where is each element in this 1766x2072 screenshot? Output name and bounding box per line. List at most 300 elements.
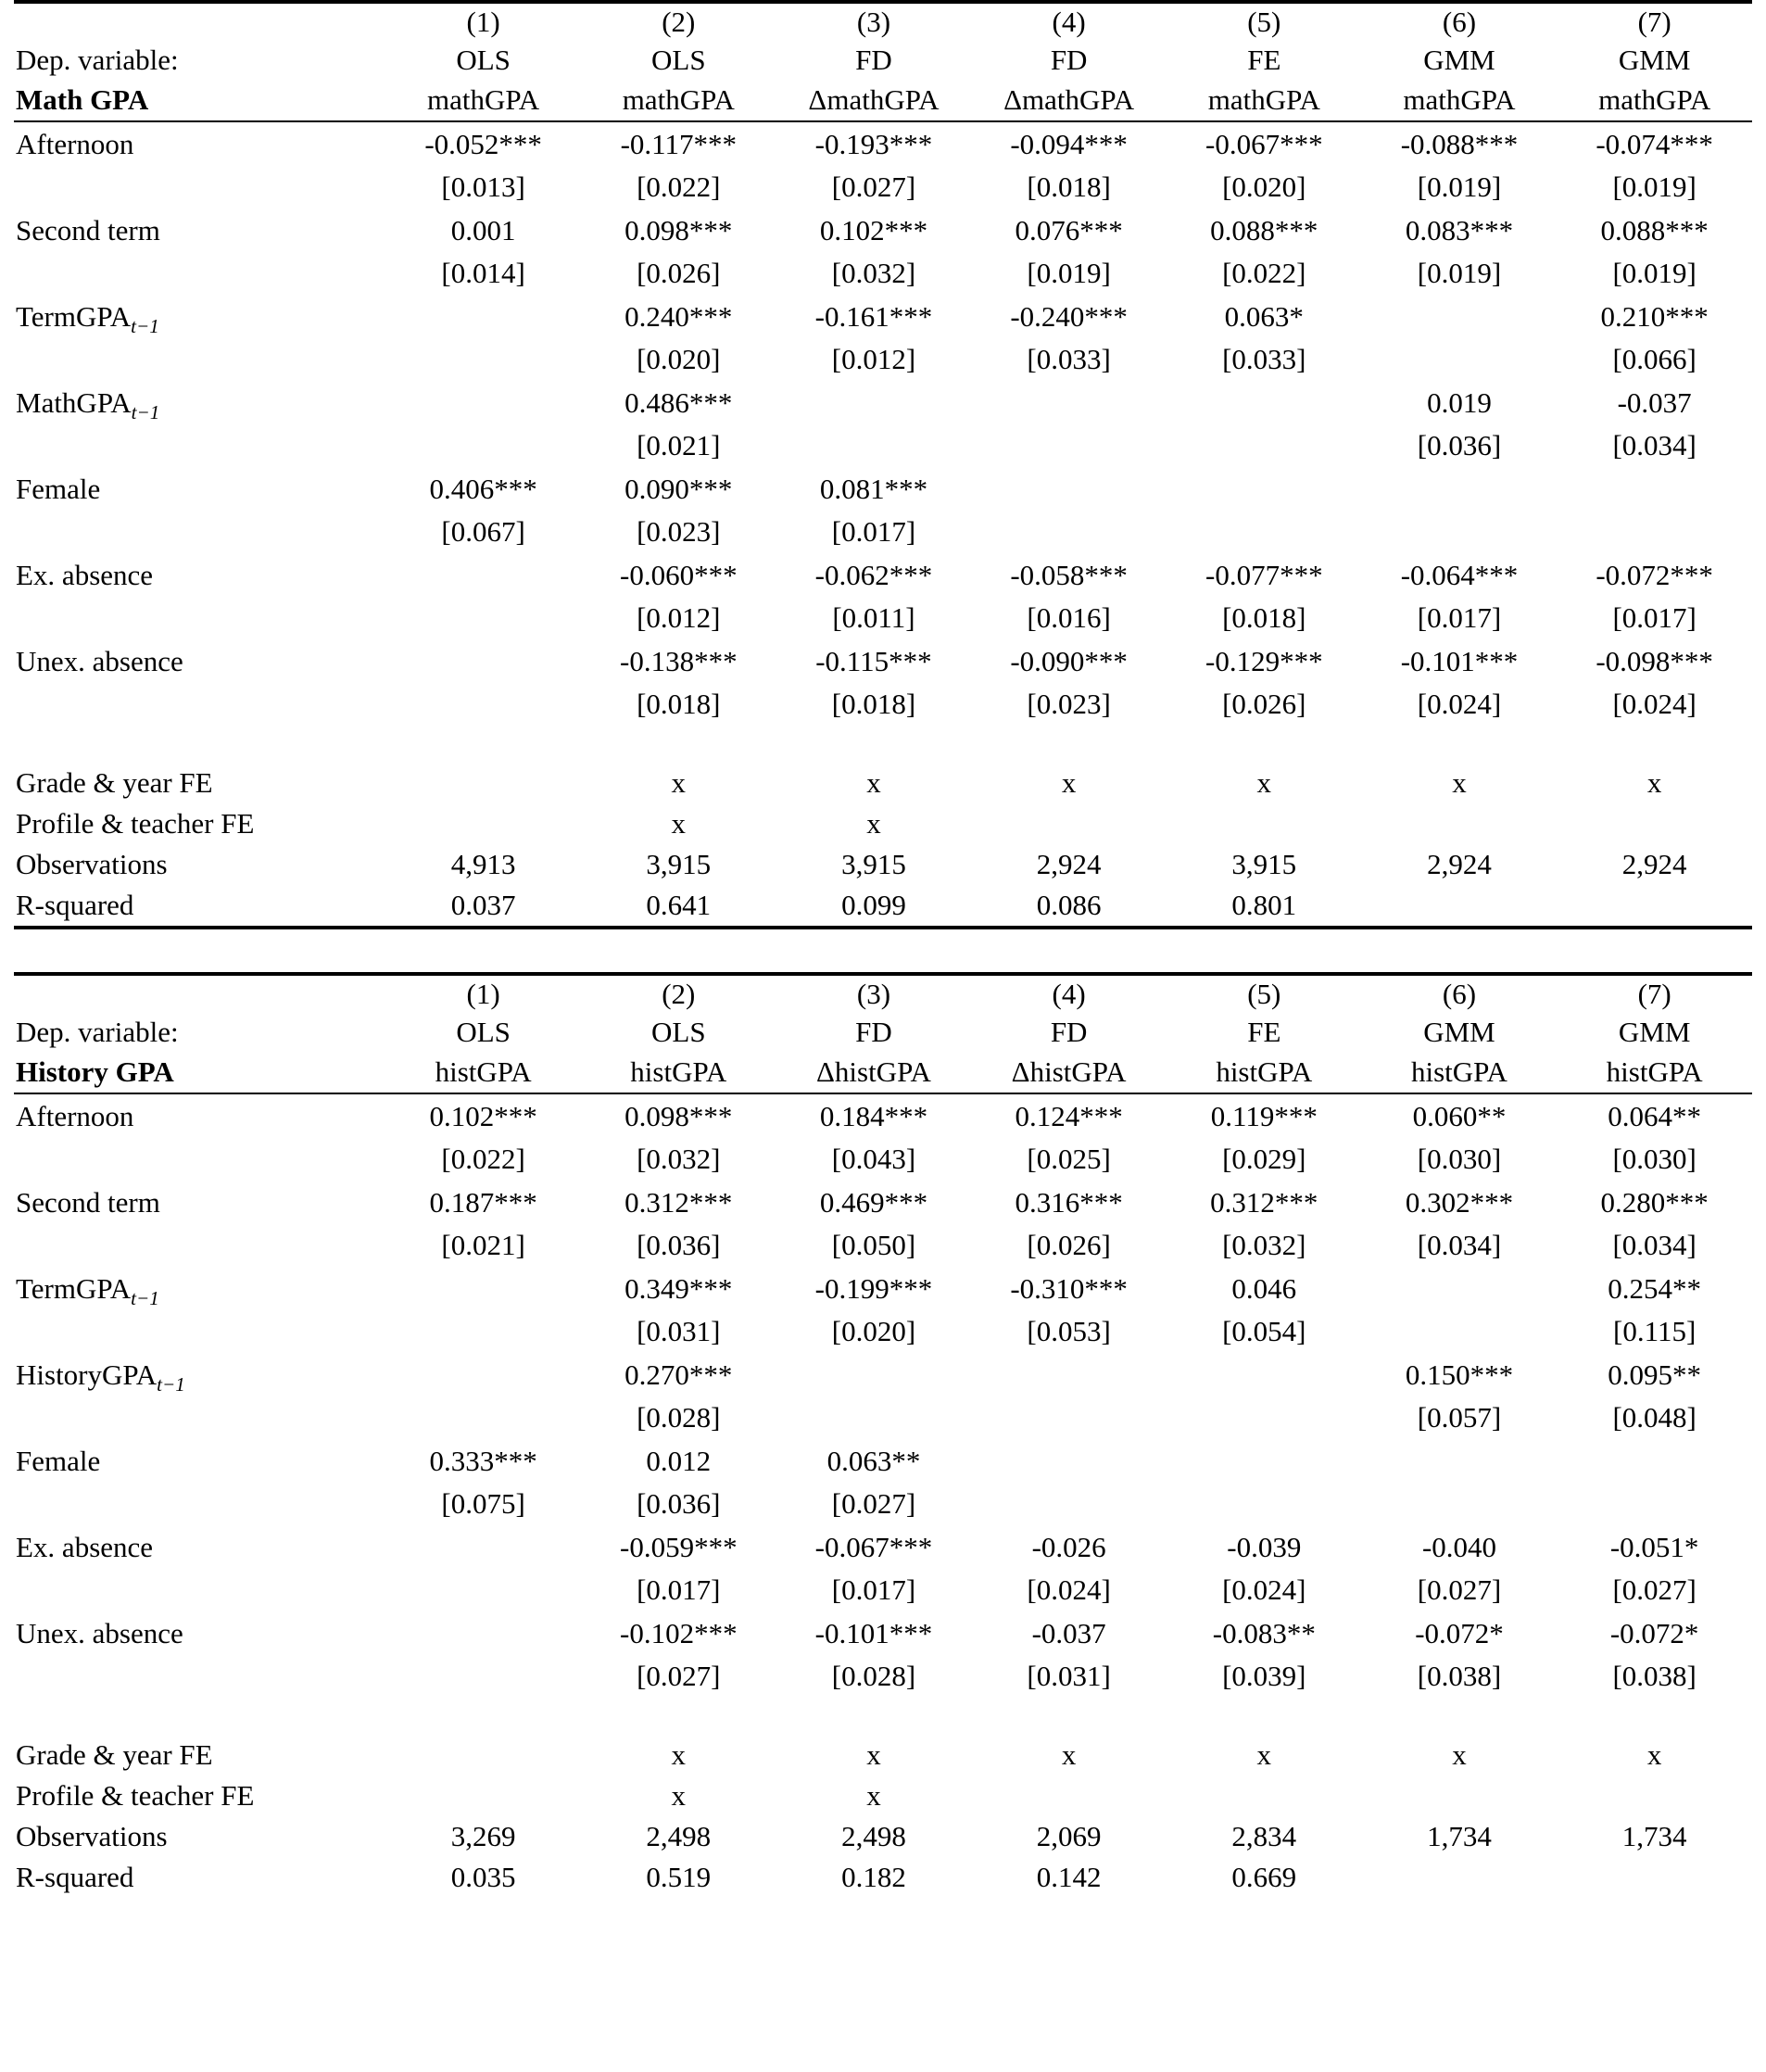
coefficient-row: [14, 1525, 1752, 1569]
spacer-cell: [1557, 1698, 1752, 1735]
column-number: (5): [1247, 6, 1281, 38]
standard-error-cell: [0.026]: [1027, 1229, 1111, 1261]
spacer-cell: [1167, 1698, 1362, 1735]
dep-variable-name: mathGPA: [1598, 83, 1711, 116]
standard-error-cell: [385, 1396, 581, 1439]
coefficient-cell: 0.280***: [1600, 1186, 1709, 1219]
standard-error-cell: [0.023]: [1027, 688, 1111, 720]
statistic-cell: 1,734: [1621, 1820, 1687, 1852]
spacer-cell: [14, 1698, 385, 1735]
standard-error-cell: [0.029]: [1222, 1143, 1306, 1175]
standard-error-cell: [385, 424, 581, 467]
standard-error-cell: [0.024]: [1417, 688, 1502, 720]
se-row-spacer: [14, 338, 385, 381]
spacer-cell: [385, 726, 581, 763]
column-number: (3): [856, 6, 891, 38]
standard-error-row: [14, 424, 1752, 467]
standard-error-cell: [0.025]: [1027, 1143, 1111, 1175]
se-row-spacer: [14, 1655, 385, 1698]
statistic-row: [14, 1857, 1752, 1898]
standard-error-cell: [0.012]: [637, 601, 721, 634]
coefficient-cell: 0.098***: [624, 1100, 733, 1132]
coefficient-cell: [1167, 381, 1362, 424]
dep-variable-label: Dep. variable:: [16, 1016, 179, 1048]
dep-variable-title: Math GPA: [16, 83, 149, 116]
standard-error-cell: [1362, 1310, 1558, 1353]
standard-error-cell: [0.050]: [831, 1229, 916, 1261]
statistic-cell: 0.641: [646, 889, 712, 921]
standard-error-cell: [0.115]: [1613, 1315, 1697, 1347]
coefficient-cell: -0.199***: [814, 1272, 933, 1305]
column-number: (3): [856, 978, 891, 1010]
se-row-spacer: [14, 1138, 385, 1181]
coefficient-cell: -0.067***: [1205, 128, 1323, 160]
spacer-cell: [1557, 726, 1752, 763]
standard-error-cell: [0.018]: [1027, 171, 1111, 203]
estimator-name: GMM: [1423, 1016, 1495, 1048]
estimator-row: [14, 1013, 1752, 1052]
coefficient-row: [14, 1439, 1752, 1483]
history-gpa-header: [14, 974, 1752, 1093]
coefficient-cell: 0.270***: [624, 1358, 733, 1391]
statistic-cell: 3,269: [450, 1820, 516, 1852]
statistic-cell: [385, 803, 581, 844]
standard-error-cell: [0.036]: [1417, 429, 1502, 461]
coefficient-cell: -0.161***: [814, 300, 933, 333]
statistic-label: Observations: [16, 848, 168, 880]
standard-error-row: [14, 1569, 1752, 1611]
coefficient-cell: [1167, 467, 1362, 511]
coefficient-cell: -0.115***: [815, 645, 932, 677]
standard-error-cell: [1362, 338, 1558, 381]
standard-error-cell: [0.022]: [1222, 257, 1306, 289]
standard-error-row: [14, 597, 1752, 639]
coefficient-cell: [385, 295, 581, 338]
coefficient-cell: [776, 381, 972, 424]
variable-label: Ex. absence: [16, 559, 154, 591]
coefficient-cell: [1167, 1439, 1362, 1483]
se-row-spacer: [14, 166, 385, 208]
standard-error-cell: [1362, 1483, 1558, 1525]
spacer-cell: [14, 726, 385, 763]
standard-error-row: [14, 511, 1752, 553]
standard-error-cell: [385, 338, 581, 381]
statistic-row: [14, 885, 1752, 928]
coefficient-cell: 0.076***: [1015, 214, 1123, 246]
variable-lag-subscript: t−1: [157, 1373, 185, 1396]
standard-error-cell: [1167, 511, 1362, 553]
variable-label: TermGPA$_{t-1}$: [16, 300, 159, 338]
standard-error-cell: [0.017]: [1417, 601, 1502, 634]
statistic-cell: 1,734: [1427, 1820, 1492, 1852]
statistic-label: Profile & teacher FE: [16, 1779, 255, 1812]
statistic-cell: [1557, 1857, 1752, 1898]
statistic-cell: [1362, 1857, 1558, 1898]
standard-error-cell: [1167, 424, 1362, 467]
coefficient-cell: 0.095**: [1608, 1358, 1702, 1391]
coefficient-cell: -0.129***: [1205, 645, 1323, 677]
coefficient-cell: [385, 1353, 581, 1396]
coefficient-cell: 0.081***: [819, 473, 928, 505]
se-row-spacer: [14, 511, 385, 553]
statistic-row: [14, 803, 1752, 844]
math-gpa-header: [14, 2, 1752, 121]
se-row-spacer: [14, 1569, 385, 1611]
standard-error-cell: [0.020]: [637, 343, 721, 375]
standard-error-cell: [971, 1483, 1167, 1525]
estimator-name: FD: [855, 44, 892, 76]
standard-error-cell: [0.026]: [637, 257, 721, 289]
standard-error-cell: [1167, 1396, 1362, 1439]
statistic-cell: [385, 1775, 581, 1816]
coefficient-cell: 0.254**: [1608, 1272, 1702, 1305]
statistic-cell: x: [1452, 1738, 1467, 1771]
variable-label: Afternoon: [16, 1100, 134, 1132]
header-spacer: [14, 974, 385, 1013]
standard-error-cell: [0.022]: [637, 171, 721, 203]
coefficient-cell: -0.074***: [1596, 128, 1713, 160]
standard-error-cell: [0.036]: [637, 1229, 721, 1261]
standard-error-cell: [776, 424, 972, 467]
coefficient-cell: -0.060***: [620, 559, 738, 591]
coefficient-cell: -0.098***: [1596, 645, 1713, 677]
standard-error-cell: [0.012]: [831, 343, 916, 375]
spacer-cell: [581, 726, 776, 763]
standard-error-cell: [0.013]: [441, 171, 525, 203]
coefficient-cell: [385, 1525, 581, 1569]
statistic-label: Observations: [16, 1820, 168, 1852]
coefficient-cell: -0.102***: [620, 1617, 738, 1649]
estimator-name: FE: [1247, 1016, 1281, 1048]
coefficient-cell: -0.058***: [1010, 559, 1128, 591]
coefficient-cell: -0.040: [1421, 1531, 1497, 1563]
coefficient-row: [14, 467, 1752, 511]
standard-error-cell: [0.031]: [1027, 1660, 1111, 1692]
statistic-row: [14, 763, 1752, 803]
statistic-cell: 0.099: [841, 889, 906, 921]
coefficient-cell: 0.083***: [1405, 214, 1514, 246]
estimator-name: OLS: [651, 1016, 706, 1048]
coefficient-cell: -0.072*: [1609, 1617, 1699, 1649]
column-number: (4): [1052, 978, 1086, 1010]
se-row-spacer: [14, 597, 385, 639]
coefficient-cell: -0.037: [1617, 386, 1692, 419]
statistic-cell: [971, 803, 1167, 844]
coefficient-cell: 0.088***: [1210, 214, 1318, 246]
variable-label: Unex. absence: [16, 645, 183, 677]
standard-error-cell: [385, 683, 581, 726]
coefficient-cell: [971, 381, 1167, 424]
coefficient-cell: [1362, 1439, 1558, 1483]
statistic-cell: x: [1061, 1738, 1077, 1771]
coefficient-cell: [1362, 467, 1558, 511]
standard-error-cell: [0.033]: [1222, 343, 1306, 375]
standard-error-cell: [0.027]: [1612, 1573, 1697, 1606]
statistic-cell: x: [671, 807, 687, 840]
standard-error-cell: [0.019]: [1417, 171, 1502, 203]
statistic-cell: x: [1646, 766, 1662, 799]
estimator-name: GMM: [1618, 44, 1691, 76]
standard-error-cell: [0.026]: [1222, 688, 1306, 720]
spacer-cell: [581, 1698, 776, 1735]
variable-label: Unex. absence: [16, 1617, 183, 1649]
dep-variable-name: ΔmathGPA: [808, 83, 940, 116]
dep-variable-name: histGPA: [1216, 1055, 1313, 1088]
coefficient-cell: -0.059***: [620, 1531, 738, 1563]
statistic-cell: 0.669: [1231, 1861, 1297, 1893]
coefficient-cell: 0.150***: [1405, 1358, 1514, 1391]
coefficient-cell: 0.184***: [819, 1100, 928, 1132]
dep-variable-name: mathGPA: [1207, 83, 1320, 116]
standard-error-cell: [0.032]: [637, 1143, 721, 1175]
statistic-cell: 0.035: [450, 1861, 516, 1893]
column-number: (6): [1442, 6, 1477, 38]
standard-error-cell: [0.036]: [637, 1487, 721, 1520]
spacer-cell: [1167, 726, 1362, 763]
standard-error-cell: [0.043]: [831, 1143, 916, 1175]
coefficient-cell: [1557, 1439, 1752, 1483]
coefficient-cell: 0.088***: [1600, 214, 1709, 246]
standard-error-row: [14, 252, 1752, 295]
statistic-label: R-squared: [16, 1861, 134, 1893]
statistic-cell: x: [866, 1779, 881, 1812]
coefficient-cell: 0.119***: [1210, 1100, 1318, 1132]
standard-error-cell: [0.027]: [831, 1487, 916, 1520]
standard-error-cell: [0.021]: [441, 1229, 525, 1261]
statistic-cell: 2,924: [1036, 848, 1102, 880]
coefficient-row: [14, 1093, 1752, 1138]
standard-error-cell: [0.019]: [1612, 171, 1697, 203]
spacer-cell: [385, 1698, 581, 1735]
coefficient-cell: [1362, 295, 1558, 338]
coefficient-cell: -0.072***: [1596, 559, 1713, 591]
standard-error-cell: [1557, 511, 1752, 553]
coefficient-cell: -0.039: [1227, 1531, 1302, 1563]
estimator-name: FD: [1050, 44, 1088, 76]
coefficient-cell: 0.333***: [429, 1445, 537, 1477]
coefficient-cell: [385, 381, 581, 424]
standard-error-cell: [0.023]: [637, 515, 721, 548]
column-number: (1): [466, 978, 500, 1010]
coefficient-cell: [385, 639, 581, 683]
coefficient-cell: -0.083**: [1212, 1617, 1316, 1649]
coefficient-cell: [971, 1439, 1167, 1483]
statistic-cell: 0.086: [1036, 889, 1102, 921]
standard-error-cell: [0.018]: [1222, 601, 1306, 634]
standard-error-cell: [0.017]: [831, 515, 916, 548]
statistic-row: [14, 1816, 1752, 1857]
coefficient-cell: -0.052***: [424, 128, 542, 160]
standard-error-cell: [1557, 1483, 1752, 1525]
standard-error-cell: [971, 424, 1167, 467]
standard-error-cell: [0.057]: [1417, 1401, 1502, 1434]
statistic-cell: x: [866, 766, 881, 799]
standard-error-cell: [0.034]: [1417, 1229, 1502, 1261]
statistic-cell: 3,915: [841, 848, 906, 880]
coefficient-cell: [385, 1611, 581, 1655]
standard-error-cell: [0.016]: [1027, 601, 1111, 634]
dep-variable-name: ΔmathGPA: [1003, 83, 1135, 116]
coefficient-cell: [971, 467, 1167, 511]
coefficient-cell: -0.051*: [1609, 1531, 1699, 1563]
statistic-cell: x: [1061, 766, 1077, 799]
variable-label: Female: [16, 473, 101, 505]
math-gpa-table: [14, 0, 1752, 929]
coefficient-cell: -0.077***: [1205, 559, 1323, 591]
standard-error-cell: [0.030]: [1417, 1143, 1502, 1175]
se-row-spacer: [14, 1483, 385, 1525]
statistic-cell: 2,924: [1427, 848, 1492, 880]
coefficient-cell: -0.138***: [620, 645, 738, 677]
coefficient-cell: 0.063**: [826, 1445, 921, 1477]
standard-error-cell: [0.024]: [1612, 688, 1697, 720]
statistic-cell: [971, 1775, 1167, 1816]
statistic-cell: [1557, 1775, 1752, 1816]
coefficient-cell: 0.124***: [1015, 1100, 1123, 1132]
stats-spacer-row: [14, 1698, 1752, 1735]
statistic-cell: [385, 1735, 581, 1775]
variable-label: Ex. absence: [16, 1531, 154, 1563]
statistic-cell: x: [671, 766, 687, 799]
column-number-row: [14, 974, 1752, 1013]
statistic-cell: 3,915: [646, 848, 712, 880]
header-spacer: [14, 2, 385, 41]
standard-error-cell: [0.019]: [1027, 257, 1111, 289]
coefficient-cell: 0.046: [1231, 1272, 1297, 1305]
standard-error-row: [14, 1138, 1752, 1181]
dep-variable-name: mathGPA: [427, 83, 540, 116]
dep-variable-name: mathGPA: [1403, 83, 1516, 116]
standard-error-cell: [0.020]: [1222, 171, 1306, 203]
history-gpa-body: [14, 1093, 1752, 1735]
statistic-label: R-squared: [16, 889, 134, 921]
standard-error-row: [14, 683, 1752, 726]
variable-lag-subscript: t−1: [131, 401, 160, 424]
standard-error-cell: [971, 511, 1167, 553]
standard-error-cell: [0.030]: [1612, 1143, 1697, 1175]
variable-label: HistoryGPA$_{t-1}$: [16, 1358, 185, 1396]
coefficient-cell: [1167, 1353, 1362, 1396]
coefficient-row: [14, 381, 1752, 424]
standard-error-cell: [0.022]: [441, 1143, 525, 1175]
coefficient-cell: [971, 1353, 1167, 1396]
se-row-spacer: [14, 424, 385, 467]
standard-error-cell: [0.024]: [1222, 1573, 1306, 1606]
standard-error-row: [14, 1396, 1752, 1439]
statistic-cell: [1557, 803, 1752, 844]
statistic-cell: 2,498: [646, 1820, 712, 1852]
history-gpa-stats: [14, 1735, 1752, 1898]
variable-label: Female: [16, 1445, 101, 1477]
variable-label: Afternoon: [16, 128, 134, 160]
statistic-cell: x: [866, 807, 881, 840]
coefficient-cell: 0.469***: [819, 1186, 928, 1219]
variable-label: Second term: [16, 214, 160, 246]
coefficient-row: [14, 1267, 1752, 1310]
statistic-cell: x: [1256, 766, 1272, 799]
estimator-name: FD: [1050, 1016, 1088, 1048]
statistic-cell: x: [866, 1738, 881, 1771]
standard-error-cell: [0.024]: [1027, 1573, 1111, 1606]
standard-error-cell: [0.027]: [1417, 1573, 1502, 1606]
coefficient-cell: 0.312***: [624, 1186, 733, 1219]
statistic-cell: 4,913: [450, 848, 516, 880]
statistic-cell: [1557, 885, 1752, 928]
standard-error-cell: [0.048]: [1612, 1401, 1697, 1434]
standard-error-row: [14, 338, 1752, 381]
coefficient-cell: -0.101***: [1400, 645, 1519, 677]
standard-error-cell: [0.017]: [637, 1573, 721, 1606]
statistic-label: Profile & teacher FE: [16, 807, 255, 840]
standard-error-row: [14, 1224, 1752, 1267]
standard-error-cell: [0.019]: [1417, 257, 1502, 289]
statistic-cell: 0.142: [1036, 1861, 1102, 1893]
standard-error-row: [14, 166, 1752, 208]
coefficient-cell: -0.310***: [1010, 1272, 1128, 1305]
statistic-cell: 0.519: [646, 1861, 712, 1893]
dep-variable-name: mathGPA: [622, 83, 735, 116]
coefficient-cell: 0.406***: [429, 473, 537, 505]
statistic-cell: [1167, 1775, 1362, 1816]
statistic-cell: 0.037: [450, 889, 516, 921]
dep-variable-name: histGPA: [630, 1055, 727, 1088]
dep-variable-label: Dep. variable:: [16, 44, 179, 76]
variable-label: MathGPA$_{t-1}$: [16, 386, 160, 424]
coefficient-cell: -0.094***: [1010, 128, 1128, 160]
spacer-cell: [776, 726, 972, 763]
coefficient-row: [14, 1611, 1752, 1655]
variable-lag-subscript: t−1: [131, 1287, 159, 1310]
history-gpa-table: [14, 972, 1752, 1898]
dep-variable-name: histGPA: [1606, 1055, 1703, 1088]
column-number: (7): [1637, 6, 1671, 38]
statistic-row: [14, 844, 1752, 885]
standard-error-cell: [0.066]: [1612, 343, 1697, 375]
coefficient-cell: 0.098***: [624, 214, 733, 246]
estimator-name: FD: [855, 1016, 892, 1048]
coefficient-cell: 0.316***: [1015, 1186, 1123, 1219]
standard-error-cell: [776, 1396, 972, 1439]
variable-lag-subscript: t−1: [131, 315, 159, 338]
estimator-row: [14, 41, 1752, 80]
coefficient-cell: 0.064**: [1608, 1100, 1702, 1132]
coefficient-cell: 0.240***: [624, 300, 733, 333]
column-number: (6): [1442, 978, 1477, 1010]
stats-spacer-row: [14, 726, 1752, 763]
coefficient-row: [14, 1181, 1752, 1224]
coefficient-cell: -0.088***: [1400, 128, 1519, 160]
se-row-spacer: [14, 1396, 385, 1439]
coefficient-cell: [385, 1267, 581, 1310]
coefficient-cell: -0.240***: [1010, 300, 1128, 333]
coefficient-cell: [385, 553, 581, 597]
coefficient-cell: -0.090***: [1010, 645, 1128, 677]
statistic-row: [14, 1775, 1752, 1816]
standard-error-cell: [0.028]: [831, 1660, 916, 1692]
standard-error-cell: [971, 1396, 1167, 1439]
statistic-cell: x: [1646, 1738, 1662, 1771]
column-number: (5): [1247, 978, 1281, 1010]
estimator-name: OLS: [456, 44, 511, 76]
coefficient-cell: 0.012: [646, 1445, 712, 1477]
standard-error-cell: [0.017]: [831, 1573, 916, 1606]
dep-variable-name: ΔhistGPA: [1011, 1055, 1127, 1088]
column-number: (1): [466, 6, 500, 38]
coefficient-cell: -0.067***: [814, 1531, 933, 1563]
statistic-cell: 0.801: [1231, 889, 1297, 921]
statistic-label: Grade & year FE: [16, 1738, 213, 1771]
standard-error-cell: [0.028]: [637, 1401, 721, 1434]
